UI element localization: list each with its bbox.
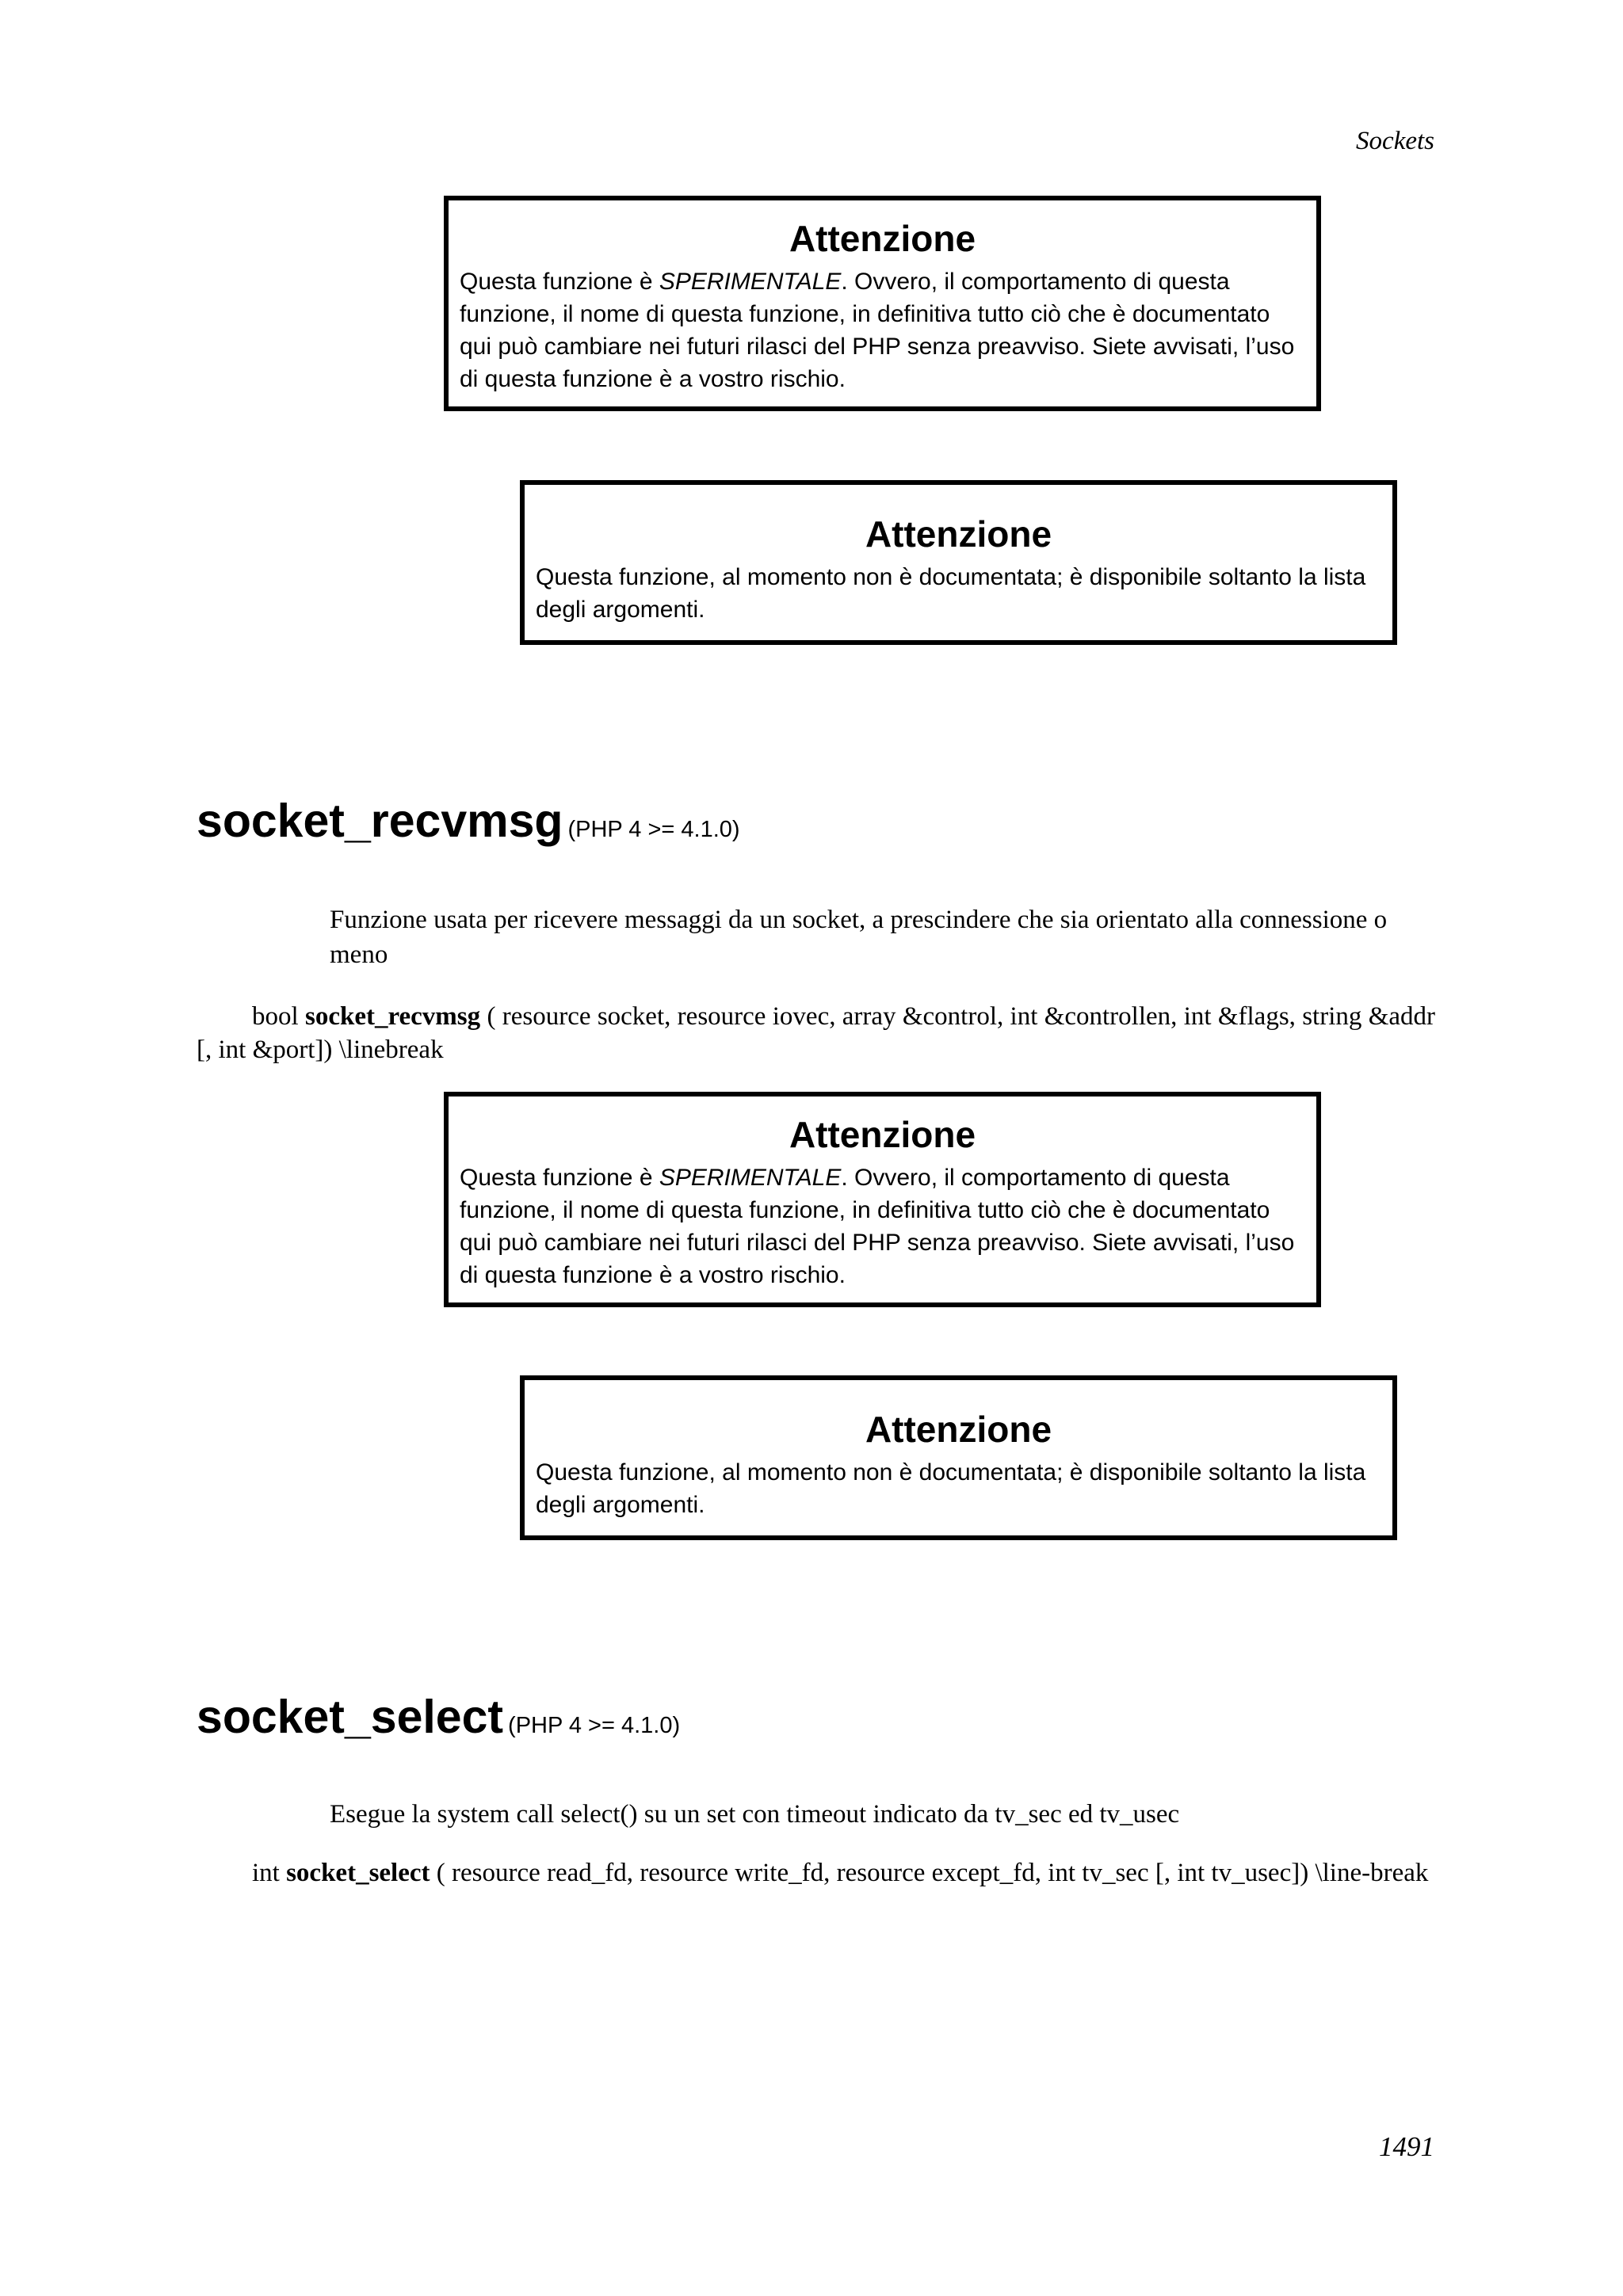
function-name: socket_select — [197, 1691, 504, 1743]
warning-text: Questa funzione, al momento non è documentata; è disponibile soltanto la lista degli argomenti. — [536, 1459, 1366, 1518]
warning-text: Questa funzione è SPERIMENTALE. Ovvero, il comportamento di questa funzione, il nome di questa funzione, in definitiva tutto ciò che è documentato qui può cambiare nei futuri rilasci del PHP senza preavviso. Siete avvisati, l’uso di questa funzione è a vostro rischio. — [460, 1165, 1295, 1288]
function-heading-socket-recvmsg — [197, 794, 740, 848]
warning-emphasis: SPERIMENTALE — [659, 1165, 842, 1191]
warning-text: Questa funzione, al momento non è documentata; è disponibile soltanto la lista degli argomenti. — [536, 564, 1366, 623]
running-header: Sockets — [1356, 127, 1434, 155]
function-heading-socket-select — [197, 1690, 680, 1744]
function-synopsis: bool socket_recvmsg ( resource socket, resource iovec, array &control, int &controllen, int &flags, string &addr [, int &port]) \linebreak — [197, 1002, 1435, 1064]
warning-box-experimental — [444, 196, 1321, 411]
warning-title: Attenzione — [865, 513, 1052, 555]
warning-title: Attenzione — [865, 1409, 1052, 1450]
warning-box-undocumented — [520, 1375, 1397, 1540]
warning-emphasis: SPERIMENTALE — [659, 269, 842, 295]
warning-title: Attenzione — [789, 218, 976, 259]
function-synopsis: int socket_select ( resource read_fd, resource write_fd, resource except_fd, int tv_sec [, int tv_usec]) \line-break — [252, 1859, 1429, 1887]
warning-box-undocumented — [520, 480, 1397, 645]
function-version: (PHP 4 >= 4.1.0) — [567, 817, 740, 842]
warning-title: Attenzione — [789, 1114, 976, 1155]
warning-box-experimental — [444, 1092, 1321, 1307]
function-description: Esegue la system call select() su un set con timeout indicato da tv_sec ed tv_usec — [330, 1800, 1180, 1829]
function-name: socket_recvmsg — [197, 795, 563, 847]
page-number: 1491 — [1379, 2131, 1434, 2162]
function-description: Funzione usata per ricevere messaggi da un socket, a prescindere che sia orientato alla connessione o meno — [330, 906, 1388, 969]
function-version: (PHP 4 >= 4.1.0) — [508, 1713, 681, 1738]
warning-text: Questa funzione è SPERIMENTALE. Ovvero, il comportamento di questa funzione, il nome di questa funzione, in definitiva tutto ciò che è documentato qui può cambiare nei futuri rilasci del PHP senza preavviso. Siete avvisati, l’uso di questa funzione è a vostro rischio. — [460, 269, 1295, 392]
